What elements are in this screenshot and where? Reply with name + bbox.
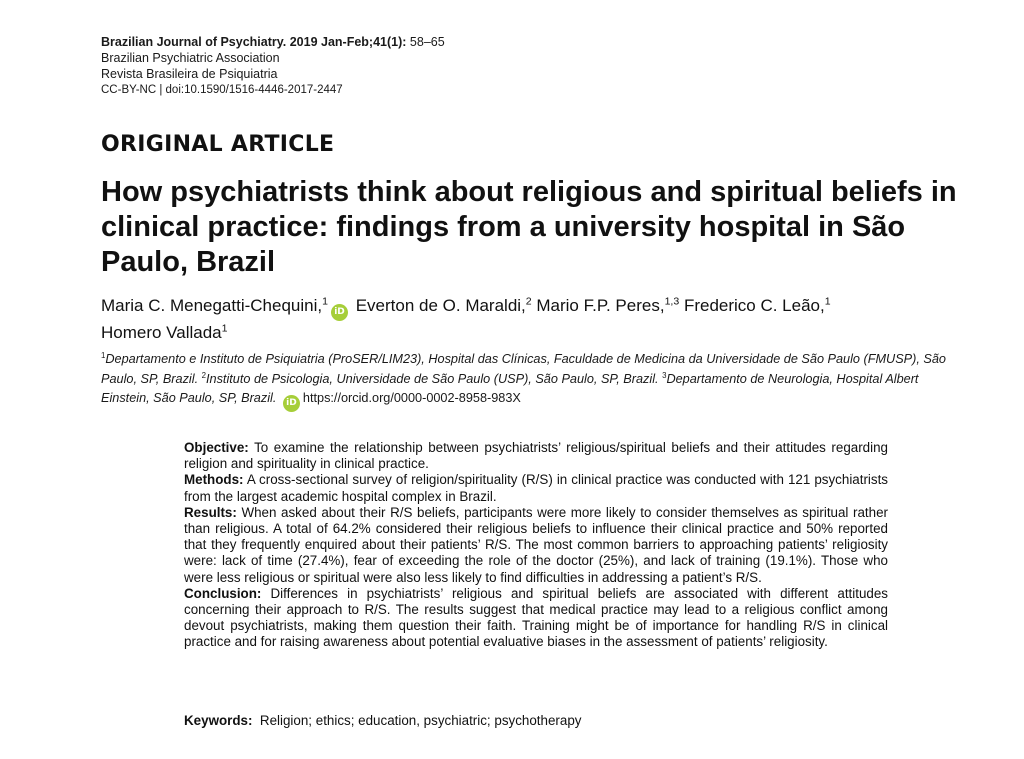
affiliation-mark: 2 (201, 370, 206, 380)
author-name[interactable]: Mario F.P. Peres, (536, 296, 665, 315)
keywords (184, 712, 888, 729)
author-name[interactable]: Maria C. Menegatti-Chequini, (101, 296, 323, 315)
journal-association-pt: Revista Brasileira de Psiquiatria (101, 67, 278, 81)
author-name[interactable]: Frederico C. Leão, (683, 296, 825, 315)
keywords-label: Keywords: (184, 713, 253, 728)
journal-citation: Brazilian Journal of Psychiatry. 2019 Jan-Feb;41(1): (101, 35, 407, 49)
affiliation-text: Instituto de Psicologia, Universidade de São Paulo (USP), São Paulo, SP, Brazil. (206, 371, 659, 386)
abstract (184, 440, 888, 651)
abstract-methods (184, 472, 888, 504)
author-affiliation-mark: 1 (824, 295, 831, 308)
journal-pages: 58–65 (409, 35, 445, 49)
affiliation-mark: 1 (101, 350, 106, 360)
keywords-text: Religion; ethics; education, psychiatric; psychotherapy (259, 713, 582, 728)
abstract-text: Differences in psychiatrists’ religious and spiritual beliefs are associated with different attitudes concerning their approach to R/S. The results suggest that medical practice may lead to a religious conflict among devout psychiatrists, making them question their faith. Training might be of importance for handling R/S in clinical practice and for raising awareness about potential evaluative biases in the assessment of patients’ religiosity. (184, 585, 888, 650)
orcid-icon[interactable]: iD (331, 304, 348, 321)
abstract-text: When asked about their R/S beliefs, participants were more likely to consider themselves as spiritual rather than religious. A total of 64.2% considered their religious beliefs to influence their clinical practice and 50% reported that they frequently enquired about their patients’ R/S. The most common barriers to approaching patients’ religiosity were: lack of time (27.4%), fear of exceeding the role of the doctor (25%), and lack of training (19.1%). Those who were less religious or spiritual were also less likely to find difficulties in addressing a patient’s R/S. (184, 504, 888, 585)
affiliations (101, 350, 951, 412)
orcid-link[interactable]: https://orcid.org/0000-0002-8958-983X (302, 391, 521, 405)
author-affiliation-mark: 1 (322, 295, 328, 308)
orcid-icon[interactable]: iD (283, 395, 300, 412)
abstract-label: Results: (184, 504, 237, 520)
author-name[interactable]: Homero Vallada (101, 323, 222, 342)
author-list (101, 294, 971, 345)
abstract-conclusion (184, 586, 888, 651)
journal-association: Brazilian Psychiatric Association (101, 51, 280, 65)
author-affiliation-mark: 1,3 (664, 295, 680, 308)
affiliation-text: Departamento de Neurologia, Hospital Albert Einstein, São Paulo, SP, Brazil. (101, 371, 919, 405)
abstract-text: A cross-sectional survey of religion/spirituality (R/S) in clinical practice was conducted with 121 psychiatrists from the largest academic hospital complex in Brazil. (184, 472, 889, 504)
journal-header (101, 34, 445, 98)
affiliation-text: Departamento e Instituto de Psiquiatria (ProSER/LIM23), Hospital das Clínicas, Faculdade de Medicina da Universidade de São Paulo (FMUSP), São Paulo, SP, Brazil. (101, 352, 946, 386)
abstract-label: Objective: (184, 440, 249, 455)
abstract-objective (184, 440, 888, 472)
section-label: ORIGINAL ARTICLE (101, 132, 335, 157)
abstract-label: Methods: (184, 472, 244, 488)
abstract-label: Conclusion: (184, 585, 262, 601)
author-name[interactable]: Everton de O. Maraldi, (355, 296, 526, 315)
affiliation-mark: 3 (662, 370, 667, 380)
article-title: How psychiatrists think about religious and spiritual beliefs in clinical practice: findings from a university hospital in São Paulo, Brazil (101, 176, 957, 278)
abstract-results (184, 505, 888, 586)
abstract-text: To examine the relationship between psychiatrists’ religious/spiritual beliefs and their attitudes regarding religion and spirituality in clinical practice. (184, 440, 888, 472)
journal-license-doi[interactable]: CC-BY-NC | doi:10.1590/1516-4446-2017-2447 (101, 84, 343, 96)
author-affiliation-mark: 1 (221, 322, 228, 335)
author-affiliation-mark: 2 (525, 295, 532, 308)
